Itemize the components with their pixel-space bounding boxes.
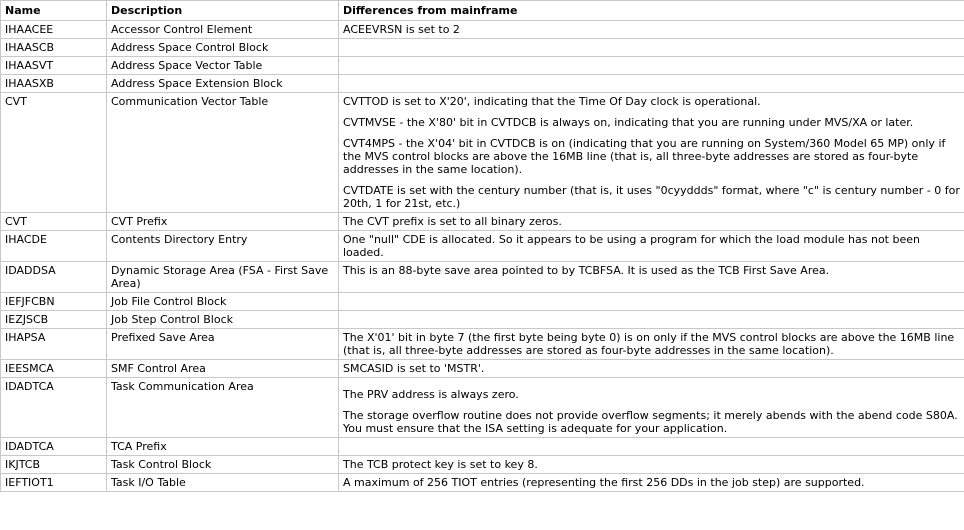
cell-differences [339, 21, 964, 39]
table-row [1, 75, 964, 93]
table-row [1, 57, 964, 75]
difference-paragraph: CVT4MPS - the X'04' bit in CVTDCB is on (indicating that you are running on System/360 Model 65 MP) only if the MVS control blocks are above the 16MB line (that is, all three-byte addresses are stored as four-byte addresses in the same location). [343, 137, 946, 176]
cell-differences [339, 456, 964, 474]
cell-name: IHAASXB [1, 75, 107, 93]
cell-differences [339, 213, 964, 231]
difference-paragraph: The PRV address is always zero. [343, 388, 519, 401]
cell-name: IEFTIOT1 [1, 474, 107, 492]
cell-differences [339, 231, 964, 262]
cell-name: IHAACEE [1, 21, 107, 39]
difference-paragraph: ACEEVRSN is set to 2 [343, 23, 460, 36]
cell-description: Dynamic Storage Area (FSA - First Save Area) [107, 262, 339, 293]
cell-name: CVT [1, 213, 107, 231]
cell-name: IDADTCA [1, 438, 107, 456]
cell-differences [339, 262, 964, 293]
cell-description: TCA Prefix [107, 438, 339, 456]
table-row [1, 438, 964, 456]
cell-differences [339, 93, 964, 213]
cell-differences [339, 293, 964, 311]
spacer [343, 380, 960, 388]
cell-description: Job File Control Block [107, 293, 339, 311]
cell-description: Prefixed Save Area [107, 329, 339, 360]
cell-name: IHAASCB [1, 39, 107, 57]
table-body [1, 21, 964, 492]
header-row [1, 1, 964, 21]
header-differences: Differences from mainframe [339, 1, 964, 21]
table-row [1, 213, 964, 231]
header-name: Name [1, 1, 107, 21]
cell-description: Task Communication Area [107, 378, 339, 438]
cell-description: Job Step Control Block [107, 311, 339, 329]
difference-paragraph: CVTTOD is set to X'20', indicating that the Time Of Day clock is operational. [343, 95, 761, 108]
cell-description: Address Space Extension Block [107, 75, 339, 93]
table-row [1, 262, 964, 293]
table-row [1, 39, 964, 57]
cell-name: IKJTCB [1, 456, 107, 474]
cell-description: Address Space Vector Table [107, 57, 339, 75]
cell-name: IEFJFCBN [1, 293, 107, 311]
difference-paragraph: CVTMVSE - the X'80' bit in CVTDCB is always on, indicating that you are running under MVS/XA or later. [343, 116, 914, 129]
cell-description: Task Control Block [107, 456, 339, 474]
cell-description: Communication Vector Table [107, 93, 339, 213]
cell-name: IHACDE [1, 231, 107, 262]
cell-differences [339, 311, 964, 329]
difference-paragraph: The TCB protect key is set to key 8. [343, 458, 538, 471]
cell-differences [339, 75, 964, 93]
difference-paragraph: A maximum of 256 TIOT entries (representing the first 256 DDs in the job step) are supported. [343, 476, 865, 489]
table-row [1, 293, 964, 311]
cell-description: Address Space Control Block [107, 39, 339, 57]
difference-paragraph: The X'01' bit in byte 7 (the first byte being byte 0) is on only if the MVS control blocks are above the 16MB line (that is, all three-byte addresses are stored as four-byte addresses in the same location). [343, 331, 955, 357]
cell-name: IEESMCA [1, 360, 107, 378]
cell-differences [339, 329, 964, 360]
difference-paragraph: This is an 88-byte save area pointed to by TCBFSA. It is used as the TCB First Save Area. [343, 264, 830, 277]
table-row [1, 93, 964, 213]
difference-paragraph: The storage overflow routine does not provide overflow segments; it merely abends with the abend code S80A. You must ensure that the ISA setting is adequate for your application. [343, 409, 958, 435]
cell-differences [339, 474, 964, 492]
cell-differences [339, 360, 964, 378]
table-row [1, 378, 964, 438]
header-description: Description [107, 1, 339, 21]
difference-paragraph: SMCASID is set to 'MSTR'. [343, 362, 485, 375]
cell-name: IHAASVT [1, 57, 107, 75]
table-row [1, 311, 964, 329]
cell-description: Accessor Control Element [107, 21, 339, 39]
cell-name: IHAPSA [1, 329, 107, 360]
cell-name: IDADTCA [1, 378, 107, 438]
cell-description: Contents Directory Entry [107, 231, 339, 262]
table-row [1, 456, 964, 474]
difference-paragraph: CVTDATE is set with the century number (that is, it uses "0cyyddds" format, where "c" is century number - 0 for 20th, 1 for 21st, etc.) [343, 184, 960, 210]
cell-description: CVT Prefix [107, 213, 339, 231]
difference-paragraph: The CVT prefix is set to all binary zeros. [343, 215, 562, 228]
table-row [1, 21, 964, 39]
cell-differences [339, 438, 964, 456]
difference-paragraph: One "null" CDE is allocated. So it appears to be using a program for which the load module has not been loaded. [343, 233, 920, 259]
table-row [1, 474, 964, 492]
cell-name: IDADDSA [1, 262, 107, 293]
table-row [1, 231, 964, 262]
cell-name: IEZJSCB [1, 311, 107, 329]
cell-name: CVT [1, 93, 107, 213]
cell-differences [339, 378, 964, 438]
cell-differences [339, 57, 964, 75]
cell-description: SMF Control Area [107, 360, 339, 378]
table-row [1, 329, 964, 360]
cell-description: Task I/O Table [107, 474, 339, 492]
cell-differences [339, 39, 964, 57]
table-row [1, 360, 964, 378]
